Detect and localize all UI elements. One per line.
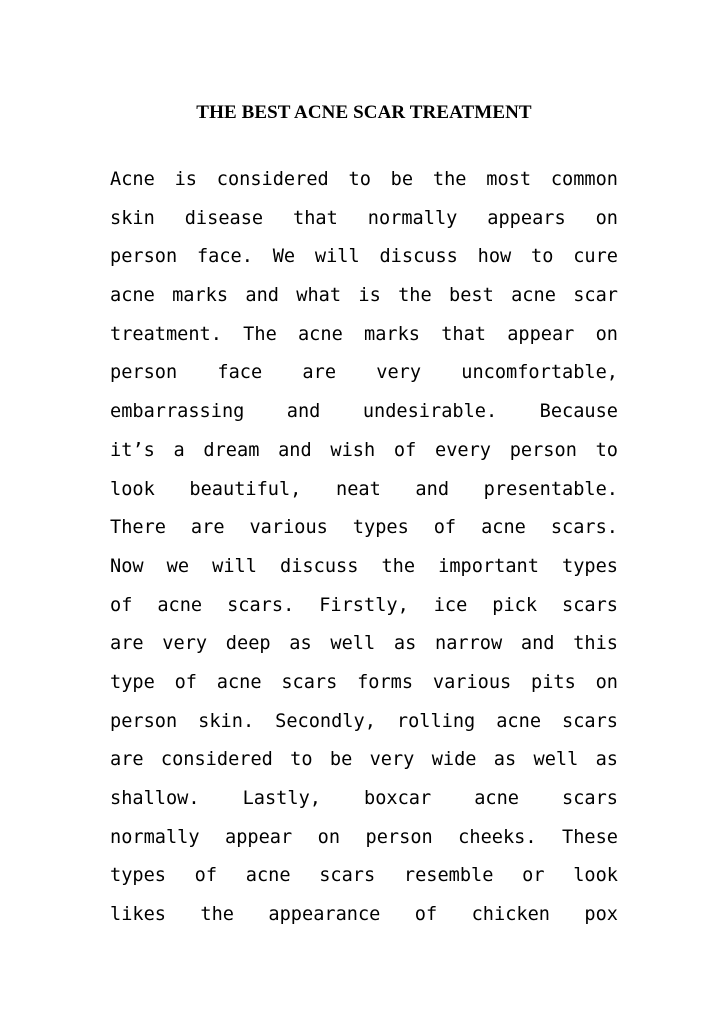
text-line: are considered to be very wide as well as (110, 749, 618, 771)
text-line: likes the appearance of chicken pox (110, 904, 618, 926)
text-line: Now we will discuss the important types (110, 555, 618, 577)
text-line: types of acne scars resemble or look (110, 865, 618, 887)
text-line: treatment. The acne marks that appear on (110, 323, 618, 345)
text-line: it’s a dream and wish of every person to (110, 439, 618, 461)
document-title: THE BEST ACNE SCAR TREATMENT (196, 102, 532, 123)
text-line: skin disease that normally appears on (110, 207, 618, 229)
text-line: person face are very uncomfortable, (110, 362, 618, 384)
text-line: shallow. Lastly, boxcar acne scars (110, 788, 618, 809)
document-body (110, 167, 618, 941)
text-line: look beautiful, neat and presentable. (110, 478, 618, 500)
text-line: of acne scars. Firstly, ice pick scars (110, 594, 618, 616)
text-line: acne marks and what is the best acne scar (110, 285, 618, 307)
text-line: There are various types of acne scars. (110, 517, 618, 539)
text-line: person skin. Secondly, rolling acne scars (110, 710, 618, 732)
text-line: embarrassing and undesirable. Because (110, 401, 618, 423)
text-line: are very deep as well as narrow and this (110, 633, 618, 655)
text-line: Acne is considered to be the most common (110, 169, 618, 190)
text-line: type of acne scars forms various pits on (110, 671, 618, 693)
text-line: normally appear on person cheeks. These (110, 826, 618, 848)
text-line: person face. We will discuss how to cure (110, 246, 618, 268)
